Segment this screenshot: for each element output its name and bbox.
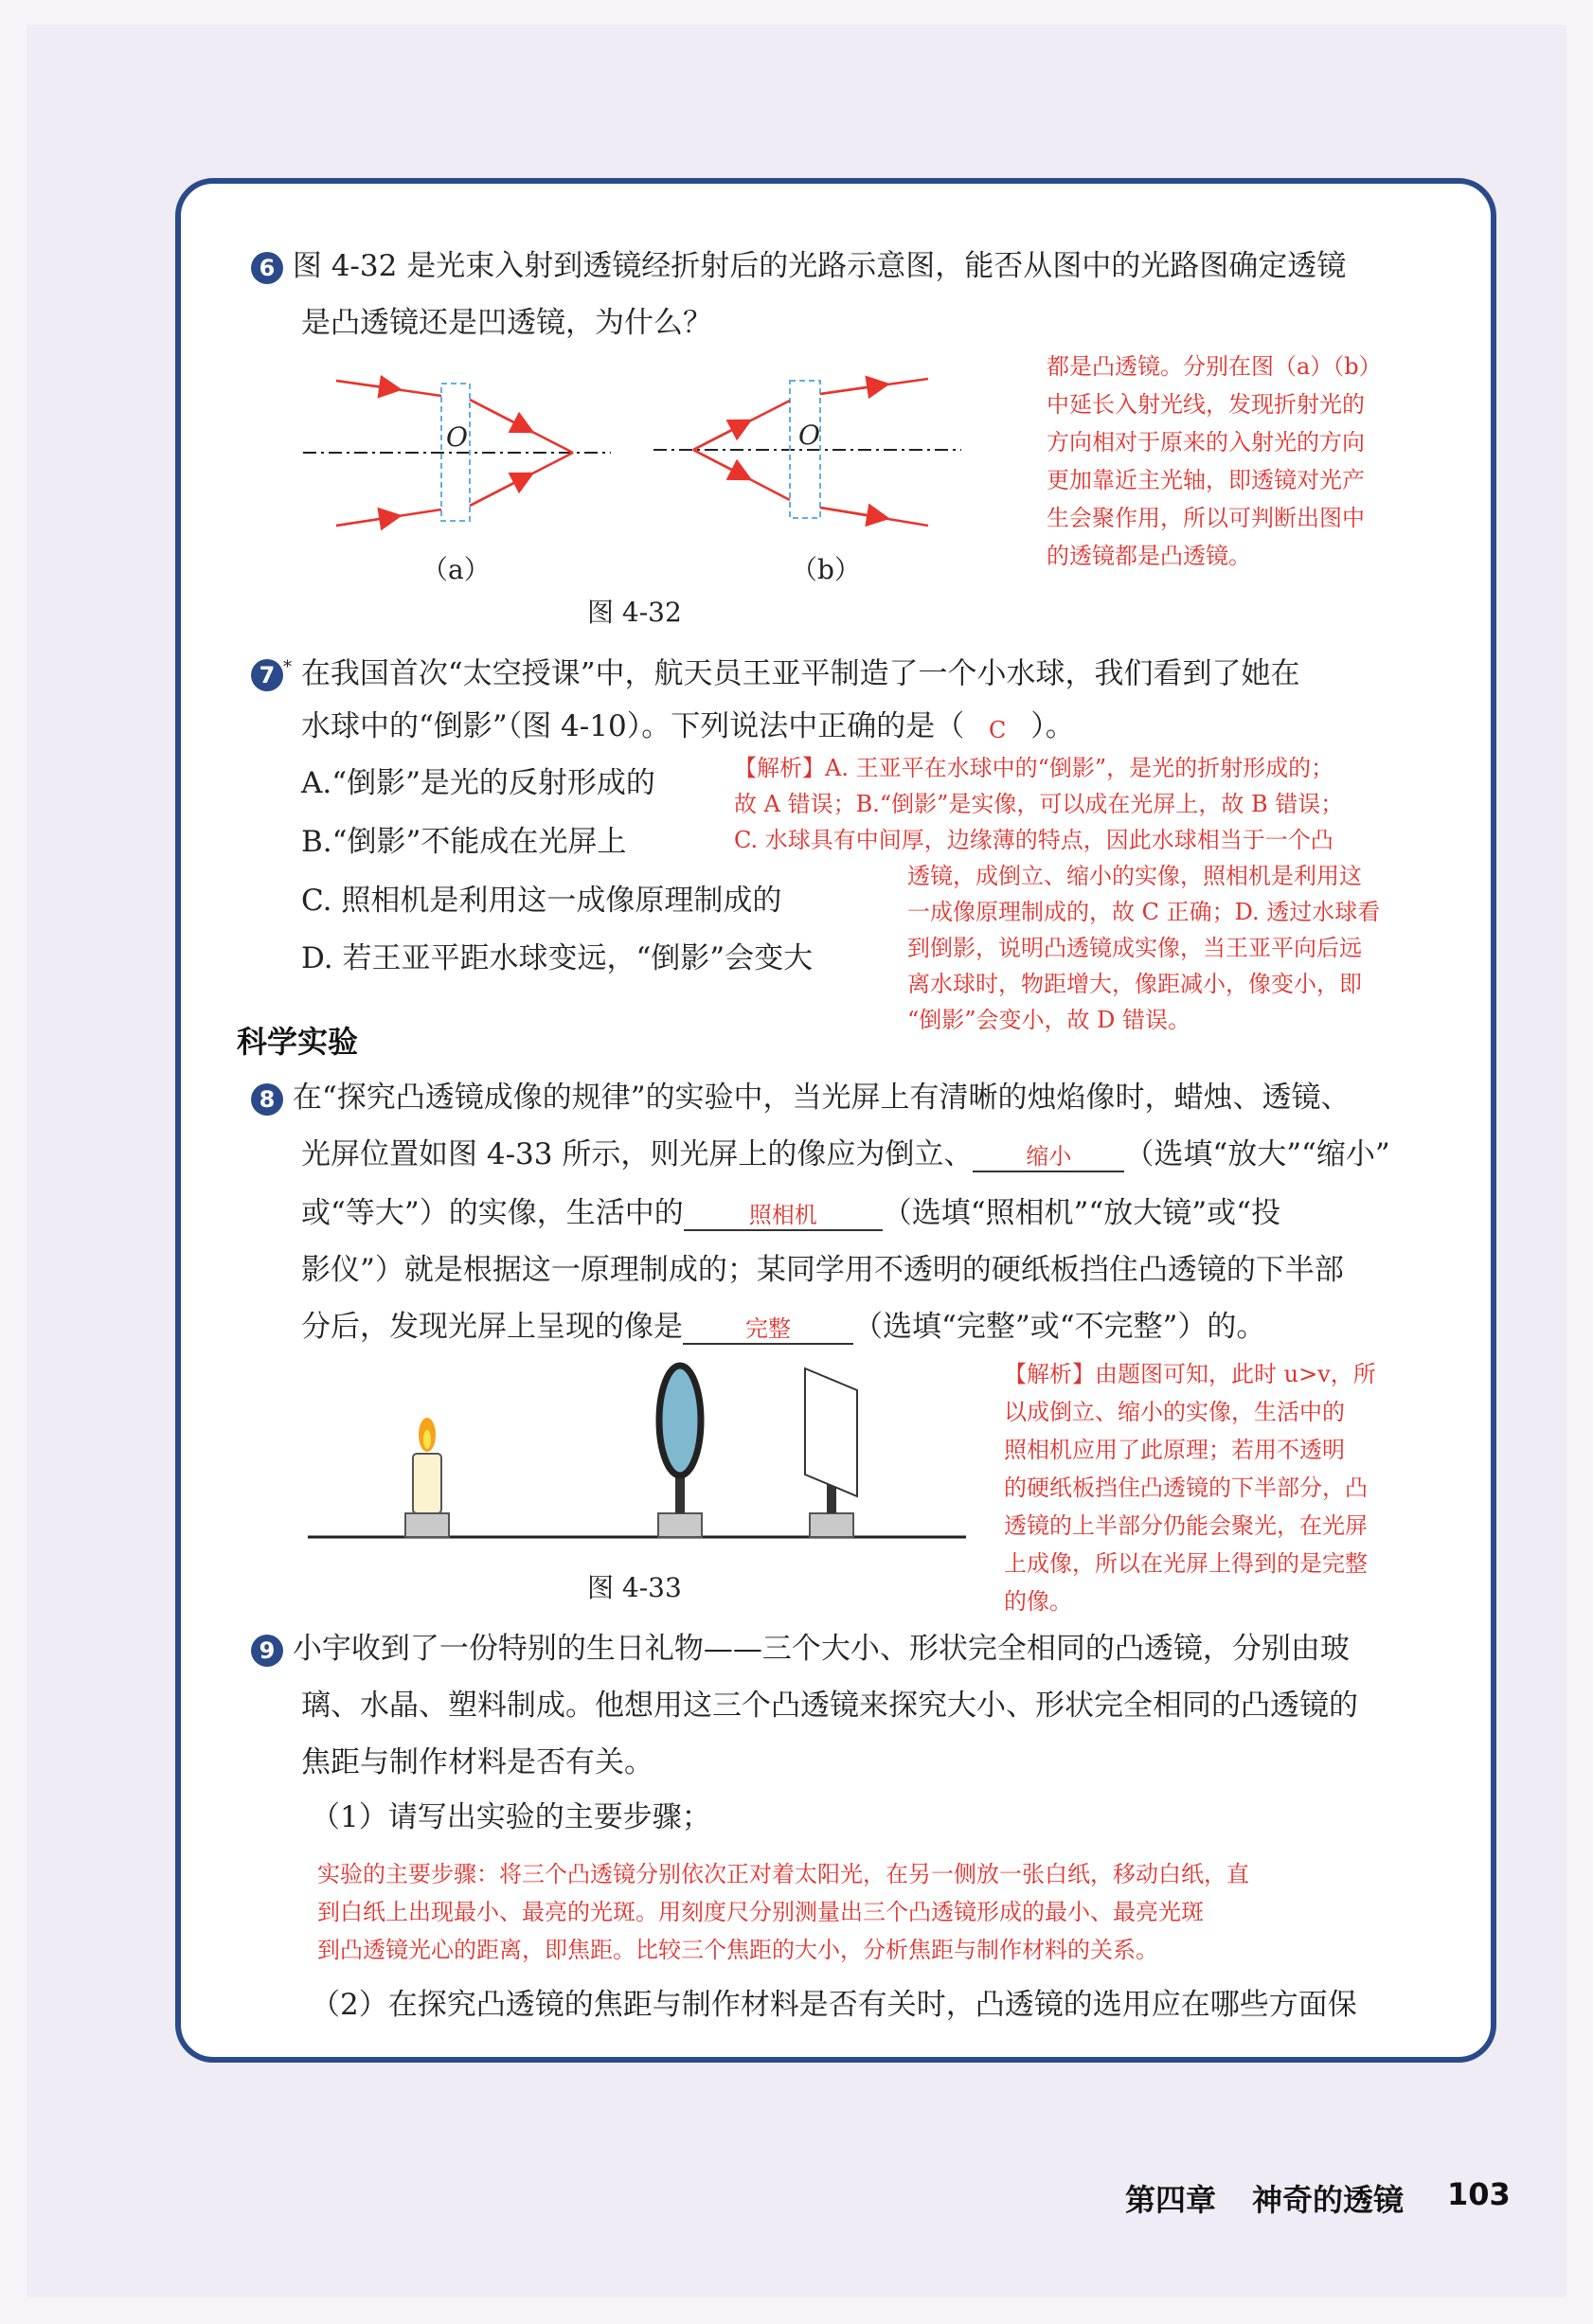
fig-a-label: （a） [421,554,491,585]
q8-line4: 影仪”）就是根据这一原理制成的；某同学用不透明的硬纸板挡住凸透镜的下半部 [301,1253,1344,1287]
q7-analysis-line: C. 水球具有中间厚，边缘薄的特点，因此水球相当于一个凸 [734,827,1333,853]
q9-sub2: （2）在探究凸透镜的焦距与制作材料是否有关时，凸透镜的选用应在哪些方面保 [311,1988,1357,2022]
q8-analysis-line: 以成倒立、缩小的实像，生活中的 [1004,1399,1345,1425]
q6-number-badge: 6 [251,252,283,284]
section-title: 科学实验 [237,1024,359,1060]
footer-chapter: 第四章 [1125,2182,1217,2218]
q9-line2: 璃、水晶、塑料制成。他想用这三个凸透镜来探究大小、形状完全相同的凸透镜的 [301,1689,1358,1723]
lens-stand [658,1513,702,1537]
q9-sub1: （1）请写出实验的主要步骤； [311,1800,711,1834]
q8-analysis-line: 照相机应用了此原理；若用不透明 [1004,1437,1345,1463]
q9-answer-line: 实验的主要步骤：将三个凸透镜分别依次正对着太阳光，在另一侧放一张白纸，移动白纸，直 [317,1861,1249,1887]
q7-option-b: B.“倒影”不能成在光屏上 [301,825,627,859]
q7-analysis-line: 故 A 错误；B.“倒影”是实像，可以成在光屏上，故 B 错误； [734,791,1344,817]
q7-analysis-line: 透镜，成倒立、缩小的实像，照相机是利用这 [907,863,1362,889]
q8-blank-2: 照相机 [684,1201,883,1231]
q8-analysis-line: 透镜的上半部分仍能会聚光，在光屏 [1004,1512,1368,1539]
q9-answer-line: 到凸透镜光心的距离，即焦距。比较三个焦距的大小，分析焦距与制作材料的关系。 [317,1937,1158,1963]
q6-answer-line: 中延长入射光线，发现折射光的 [1047,391,1365,418]
q7-analysis-line: 离水球时，物距增大，像距减小，像变小，即 [907,971,1362,997]
q9-answer-line: 到白纸上出现最小、最亮的光斑。用刻度尺分别测量出三个凸透镜形成的最小、最亮光斑 [317,1899,1204,1925]
q8-analysis-line: 上成像，所以在光屏上得到的是完整 [1004,1550,1368,1577]
q6-answer-line: 生会聚作用，所以可判断出图中 [1047,505,1365,531]
q6-answer-line: 的透镜都是凸透镜。 [1047,543,1251,569]
q7-star: * [283,657,292,677]
q8-blank-1: 缩小 [973,1142,1124,1172]
q6-line1: 6 图 4-32 是光束入射到透镜经折射后的光路示意图，能否从图中的光路图确定透镜 [251,248,1346,284]
fig-a-center-label: O [446,421,468,453]
q8-number-badge: 8 [251,1083,283,1116]
q9-line3: 焦距与制作材料是否有关。 [301,1745,653,1779]
q7-analysis-line: “倒影”会变小，故 D 错误。 [907,1007,1191,1033]
q7-option-d: D. 若王亚平距水球变远，“倒影”会变大 [301,941,814,975]
light-screen [805,1368,857,1496]
q9-line1: 9 小宇收到了一份特别的生日礼物——三个大小、形状完全相同的凸透镜，分别由玻 [251,1631,1350,1667]
candle-stand [405,1513,449,1537]
q8-line3: 或“等大”）的实像，生活中的 照相机 （选填“照相机”“放大镜”或“投 [301,1196,1280,1230]
q7-analysis-line: 一成像原理制成的，故 C 正确；D. 透过水球看 [907,899,1381,925]
q7-analysis-line: 到倒影，说明凸透镜成实像，当王亚平向后远 [907,935,1362,961]
candle [413,1454,441,1513]
fig-4-32-caption: 图 4-32 [587,597,682,628]
q6-answer-line: 都是凸透镜。分别在图（a）（b） [1047,353,1382,380]
q8-blank-3: 完整 [683,1314,853,1345]
convex-lens [659,1366,701,1475]
q7-option-c: C. 照相机是利用这一成像原理制成的 [301,884,782,918]
screen-stand [810,1513,853,1537]
q7-answer: C [989,717,1007,743]
q7-line2: 水球中的“倒影”（图 4-10）。下列说法中正确的是（ C ）。 [301,709,1075,743]
q9-number-badge: 9 [251,1635,283,1667]
q7-option-a: A.“倒影”是光的反射形成的 [301,766,655,800]
q6-answer-line: 方向相对于原来的入射光的方向 [1047,429,1365,456]
fig-b-label: （b） [791,554,861,585]
fig-b-center-label: O [798,420,820,451]
q8-line5: 分后，发现光屏上呈现的像是 完整 （选填“完整”或“不完整”）的。 [301,1310,1266,1344]
footer-title: 神奇的透镜 [1252,2182,1405,2218]
q7-line1: 7 * 在我国首次“太空授课”中，航天员王亚平制造了一个小水球，我们看到了她在 [251,650,1300,691]
q6-answer-line: 更加靠近主光轴，即透镜对光产 [1047,467,1365,493]
q6-line2: 是凸透镜还是凹透镜，为什么？ [301,306,712,340]
q8-line1: 8 在“探究凸透镜成像的规律”的实验中，当光屏上有清晰的烛焰像时，蜡烛、透镜、 [251,1080,1351,1116]
q8-line2: 光屏位置如图 4-33 所示，则光屏上的像应为倒立、 缩小 （选填“放大”“缩小” [301,1137,1390,1171]
q7-number-badge: 7 [251,659,283,691]
q8-analysis-line: 【解析】由题图可知，此时 u>v，所 [1004,1361,1376,1387]
fig-4-33-caption: 图 4-33 [587,1572,682,1603]
q8-analysis-line: 的像。 [1004,1588,1072,1615]
page-number: 103 [1447,2176,1511,2212]
q8-analysis-line: 的硬纸板挡住凸透镜的下半部分，凸 [1004,1475,1368,1501]
q7-analysis-line: 【解析】A. 王亚平在水球中的“倒影”，是光的折射形成的； [734,755,1334,781]
